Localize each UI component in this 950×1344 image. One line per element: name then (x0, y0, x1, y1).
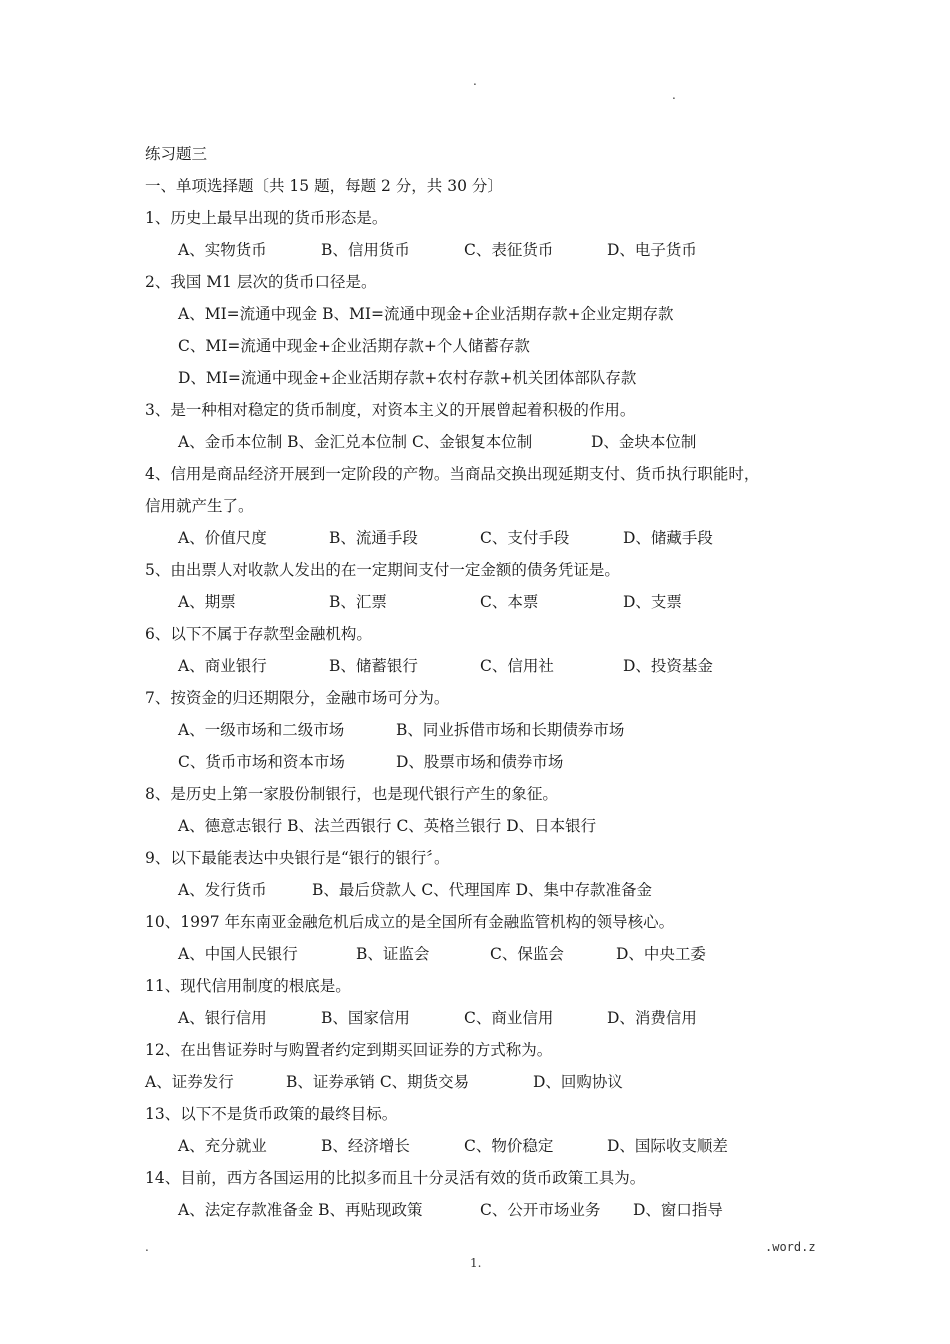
options (145, 746, 825, 778)
option-a: A、期票 (178, 593, 236, 611)
option-b: B、同业拆借市场和长期债券市场 (396, 721, 625, 739)
option-c: C、支付手段 (480, 529, 570, 547)
option-d: D、消费信用 (607, 1009, 697, 1027)
option-b: B、证监会 (356, 945, 430, 963)
question-stem: 12、在出售证券时与购置者约定到期买回证券的方式称为。 (145, 1041, 553, 1059)
option-a: A、充分就业 (178, 1137, 267, 1155)
option-line: D、MI=流通中现金+企业活期存款+农村存款+机关团体部队存款 (178, 369, 637, 387)
question-stem: 4、信用是商品经济开展到一定阶段的产物。当商品交换出现延期支付、货币执行职能时， (145, 465, 760, 483)
question-stem: 7、按资金的归还期限分，金融市场可分为。 (145, 689, 450, 707)
option-line: A、德意志银行 B、法兰西银行 C、英格兰银行 D、日本银行 (178, 817, 597, 835)
question-stem: 13、以下不是货币政策的最终目标。 (145, 1105, 398, 1123)
question-stem: 14、目前，西方各国运用的比拟多而且十分灵活有效的货币政策工具为。 (145, 1169, 646, 1187)
option-line: A、MI=流通中现金 B、MI=流通中现金+企业活期存款+企业定期存款 (178, 305, 674, 323)
option-a: A、一级市场和二级市场 (178, 721, 345, 739)
question-stem-cont: 信用就产生了。 (145, 497, 254, 515)
option-d: D、支票 (623, 593, 682, 611)
option-b: B、流通手段 (329, 529, 418, 547)
question-stem: 3、是一种相对稳定的货币制度，对资本主义的开展曾起着积极的作用。 (145, 401, 636, 419)
option-d: D、中央工委 (616, 945, 706, 963)
option-a: A、银行信用 (178, 1009, 267, 1027)
options (145, 426, 825, 458)
option-b: B、国家信用 (321, 1009, 410, 1027)
options (145, 714, 825, 746)
option-bcd: B、最后贷款人 C、代理国库 D、集中存款准备金 (312, 881, 653, 899)
option-a: A、商业银行 (178, 657, 267, 675)
section-heading: 一、单项选择题〔共 15 题，每题 2 分，共 30 分〕 (145, 177, 503, 195)
header-dot: . (672, 88, 676, 102)
document-body (145, 138, 825, 1226)
question-stem: 6、以下不属于存款型金融机构。 (145, 625, 372, 643)
options (145, 234, 825, 266)
option-d: D、股票市场和债券市场 (396, 753, 564, 771)
page-number: 1. (470, 1256, 482, 1270)
option-c: C、商业信用 (464, 1009, 554, 1027)
option-d: D、回购协议 (533, 1073, 623, 1091)
footer-dot: . (145, 1240, 149, 1254)
options (145, 522, 825, 554)
option-c: C、信用社 (480, 657, 554, 675)
question-stem: 2、我国 M1 层次的货币口径是。 (145, 273, 377, 291)
question-stem: 10、1997 年东南亚金融危机后成立的是全国所有金融监管机构的领导核心。 (145, 913, 675, 931)
options (145, 1130, 825, 1162)
option-d: D、投资基金 (623, 657, 713, 675)
option-c: C、货币市场和资本市场 (178, 753, 345, 771)
question-stem: 8、是历史上第一家股份制银行，也是现代银行产生的象征。 (145, 785, 558, 803)
options (145, 938, 825, 970)
option-bc: B、证券承销 C、期货交易 (286, 1073, 470, 1091)
option-b: B、经济增长 (321, 1137, 410, 1155)
option-b: B、信用货币 (321, 241, 410, 259)
question-stem: 9、以下最能表达中央银行是“银行的银行〞。 (145, 849, 450, 867)
options (145, 650, 825, 682)
option-d: D、窗口指导 (633, 1201, 723, 1219)
option-abc: A、金币本位制 B、金汇兑本位制 C、金银复本位制 (178, 433, 533, 451)
option-d: D、储藏手段 (623, 529, 713, 547)
option-b: B、储蓄银行 (329, 657, 418, 675)
option-a: A、证券发行 (145, 1073, 234, 1091)
doc-title: 练习题三 (145, 145, 208, 163)
option-d: D、电子货币 (607, 241, 697, 259)
options (145, 1066, 825, 1098)
option-ab: A、法定存款准备金 B、再贴现政策 (178, 1201, 423, 1219)
options (145, 1194, 825, 1226)
option-line: C、MI=流通中现金+企业活期存款+个人储蓄存款 (178, 337, 530, 355)
options (145, 874, 825, 906)
option-b: B、汇票 (329, 593, 387, 611)
option-c: C、表征货币 (464, 241, 554, 259)
option-d: D、金块本位制 (591, 433, 697, 451)
option-c: C、保监会 (490, 945, 564, 963)
option-c: C、公开市场业务 (480, 1201, 601, 1219)
question-stem: 11、现代信用制度的根底是。 (145, 977, 351, 995)
question-stem: 5、由出票人对收款人发出的在一定期间支付一定金额的债务凭证是。 (145, 561, 620, 579)
option-d: D、国际收支顺差 (607, 1137, 728, 1155)
option-a: A、发行货币 (178, 881, 267, 899)
option-a: A、中国人民银行 (178, 945, 298, 963)
options (145, 586, 825, 618)
footer-watermark: .word.z (765, 1240, 816, 1254)
header-dot: . (473, 74, 477, 88)
option-c: C、本票 (480, 593, 539, 611)
option-c: C、物价稳定 (464, 1137, 554, 1155)
option-a: A、价值尺度 (178, 529, 267, 547)
options (145, 1002, 825, 1034)
question-stem: 1、历史上最早出现的货币形态是。 (145, 209, 388, 227)
option-a: A、实物货币 (178, 241, 267, 259)
